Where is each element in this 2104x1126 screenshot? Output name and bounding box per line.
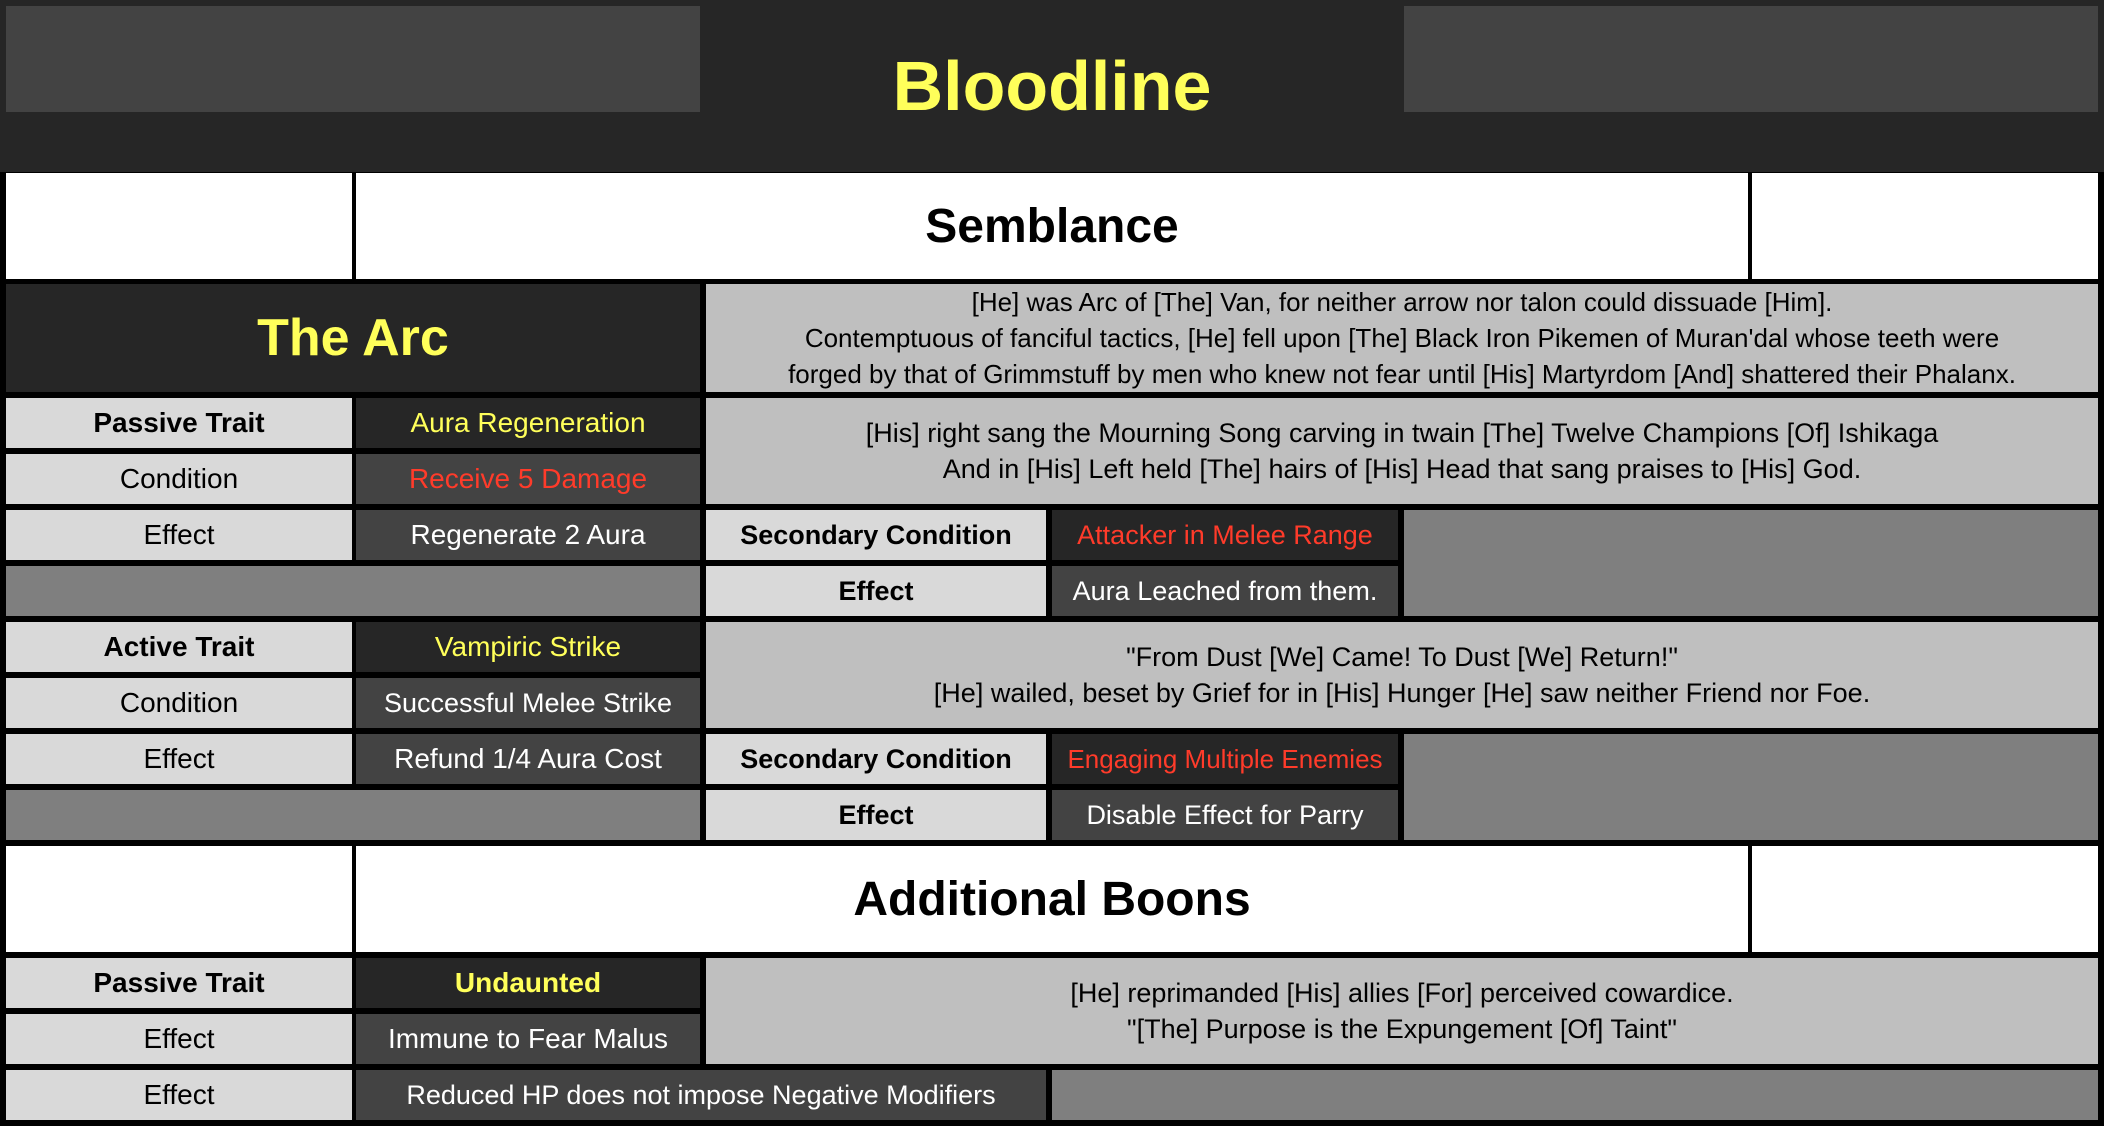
active-lore-line-2: [He] wailed, beset by Grief for in [His] Hunger [He] saw neither Friend nor Foe. [933,678,1871,708]
boons-header: Additional Boons [356,846,1748,952]
boon-effect-1-label: Effect [6,1014,352,1064]
passive-trait-name: Aura Regeneration [356,398,700,448]
active-secondary-condition-value: Engaging Multiple Enemies [1052,734,1398,784]
active-left-filler [6,790,700,840]
active-secondary-condition-label: Secondary Condition [706,734,1046,784]
boon-effect-2-value: Reduced HP does not impose Negative Modifiers [356,1070,1046,1120]
semblance-header-right [1752,173,2098,279]
active-secondary-effect-label: Effect [706,790,1046,840]
passive-effect-value: Regenerate 2 Aura [356,510,700,560]
boon-effect-2-label: Effect [6,1070,352,1120]
passive-condition-label: Condition [6,454,352,504]
passive-effect-label: Effect [6,510,352,560]
boon-passive-label: Passive Trait [6,958,352,1008]
active-condition-value: Successful Melee Strike [356,678,700,728]
active-trait-label: Active Trait [6,622,352,672]
active-lore-line-1: "From Dust [We] Came! To Dust [We] Return!" [1126,642,1678,672]
active-trait-name: Vampiric Strike [356,622,700,672]
passive-condition-value: Receive 5 Damage [356,454,700,504]
boons-header-right [1752,846,2098,952]
title-right-panel [1404,6,2098,112]
title-left-panel [6,6,700,112]
active-secondary-filler [1404,734,2098,840]
boon-passive-name: Undaunted [356,958,700,1008]
boons-header-left [6,846,352,952]
boon-lore-line-2: "[The] Purpose is the Expungement [Of] Taint" [1127,1014,1677,1044]
semblance-header: Semblance [356,173,1748,279]
page-title: Bloodline [892,47,1212,125]
passive-secondary-condition-value: Attacker in Melee Range [1052,510,1398,560]
passive-secondary-filler [1404,510,2098,616]
passive-secondary-condition-label: Secondary Condition [706,510,1046,560]
semblance-lore [706,284,2098,392]
passive-lore-line-2: And in [His] Left held [The] hairs of [His] Head that sang praises to [His] God. [942,454,1862,484]
boon-lore [706,958,2098,1064]
boon-effect-1-value: Immune to Fear Malus [356,1014,700,1064]
active-secondary-effect-value: Disable Effect for Parry [1052,790,1398,840]
semblance-name: The Arc [6,284,700,392]
passive-trait-label: Passive Trait [6,398,352,448]
passive-secondary-effect-value: Aura Leached from them. [1052,566,1398,616]
passive-lore-line-1: [His] right sang the Mourning Song carving in twain [The] Twelve Champions [Of] Ishikaga [865,418,1939,448]
active-condition-label: Condition [6,678,352,728]
semblance-lore-line-3: forged by that of Grimmstuff by men who knew not fear until [His] Martyrdom [And] shattered their Phalanx. [788,359,2016,389]
boon-effect-2-filler [1052,1070,2098,1120]
semblance-lore-line-2: Contemptuous of fanciful tactics, [He] fell upon [The] Black Iron Pikemen of Muran'dal whose teeth were [804,323,2000,353]
passive-left-filler [6,566,700,616]
active-effect-label: Effect [6,734,352,784]
active-lore [706,622,2098,728]
semblance-header-left [6,173,352,279]
passive-secondary-effect-label: Effect [706,566,1046,616]
passive-lore [706,398,2098,504]
active-effect-value: Refund 1/4 Aura Cost [356,734,700,784]
semblance-lore-line-1: [He] was Arc of [The] Van, for neither arrow nor talon could dissuade [Him]. [971,287,1833,317]
boon-lore-line-1: [He] reprimanded [His] allies [For] perceived cowardice. [1070,978,1734,1008]
